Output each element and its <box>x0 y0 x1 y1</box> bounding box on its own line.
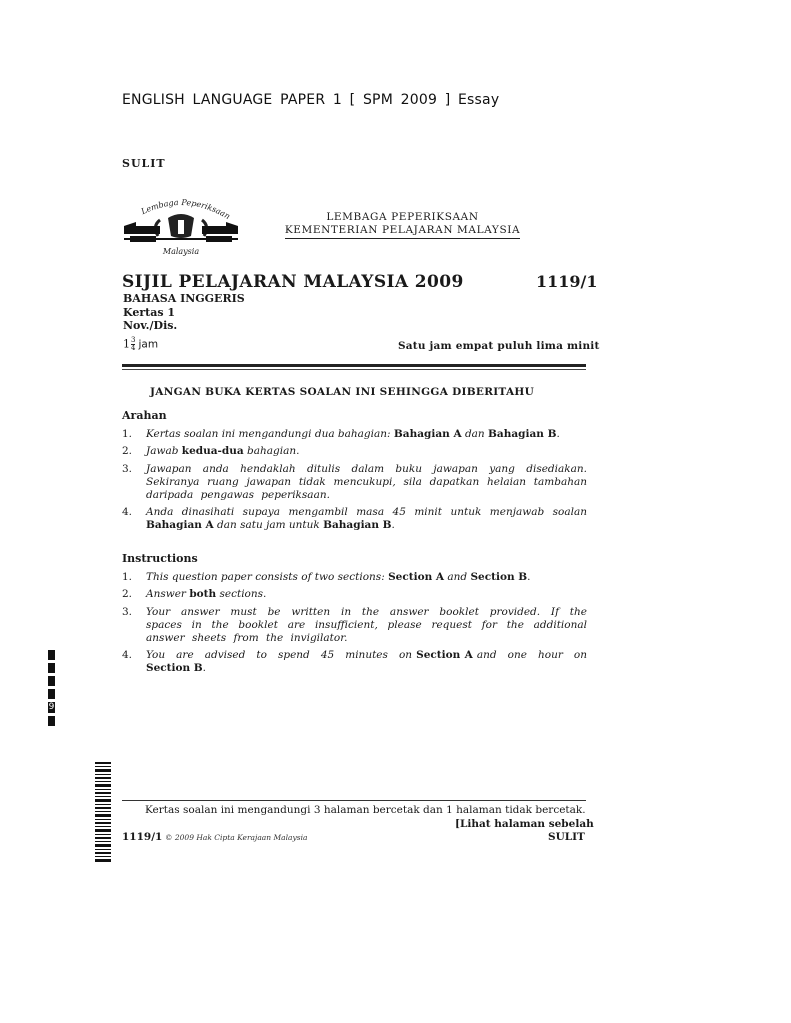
arahan-item-2: 2. Jawab kedua-dua bahagian. <box>122 445 300 457</box>
paper-number: Kertas 1 <box>123 306 175 319</box>
side-digit: 9 <box>48 702 55 712</box>
page-header-title: ENGLISH LANGUAGE PAPER 1 [ SPM 2009 ] Essay <box>122 92 500 108</box>
instructions-item-1: 1. This question paper consists of two sections: Section A and Section B. <box>122 571 531 583</box>
subject: BAHASA INGGERIS <box>123 292 245 305</box>
exam-title: SIJIL PELAJARAN MALAYSIA 2009 <box>122 272 464 292</box>
arahan-item-3: 3. Jawapan anda hendaklah ditulis dalam buku jawapan yang disediakan. Sekiranya ruang jawapan tidak mencukupi, sila dapatkan helaian tambahan daripada pengawas peperiksaan. <box>122 463 587 501</box>
footer-page-count-note: Kertas soalan ini mengandungi 3 halaman bercetak dan 1 halaman tidak bercetak. <box>145 804 586 816</box>
paper-code: 1119/1 <box>536 272 598 291</box>
instructions-item-4: 4. You are advised to spend 45 minutes on Section A and one hour on Section B. <box>122 649 587 674</box>
arahan-item-4: 4. Anda dinasihati supaya mengambil masa 45 minit untuk menjawab soalan Bahagian A dan satu jam untuk Bahagian B. <box>122 506 587 531</box>
duration-numerator: 3 <box>131 336 136 344</box>
arahan-heading: Arahan <box>122 409 167 422</box>
arahan-item-1: 1. Kertas soalan ini mengandungi dua bahagian: Bahagian A dan Bahagian B. <box>122 428 560 440</box>
see-next-page-note: [Lihat halaman sebelah <box>455 818 594 830</box>
duration-whole: 1 <box>123 337 130 351</box>
exam-board-name <box>275 211 530 239</box>
header-rule-thick <box>122 364 586 367</box>
instructions-item-2: 2. Answer both sections. <box>122 588 267 600</box>
logo-bottom-text: Malaysia <box>162 247 200 256</box>
instructions-item-3: 3. Your answer must be written in the answer booklet provided. If the spaces in the booklet are insufficient, please request for the additional answer sheets from the invigilator. <box>122 606 587 644</box>
duration-unit: jam <box>138 338 159 351</box>
board-line-1: LEMBAGA PEPERIKSAAN <box>326 211 479 223</box>
footer-paper-code: 1119/1 <box>122 831 163 843</box>
header-rule-thin <box>122 369 586 370</box>
do-not-open-warning: JANGAN BUKA KERTAS SOALAN INI SEHINGGA DIBERITAHU <box>150 386 535 398</box>
exam-session: Nov./Dis. <box>123 319 178 332</box>
side-edge-marks <box>48 650 56 729</box>
sulit-label-top: SULIT <box>122 157 166 170</box>
examination-board-seal-icon <box>122 196 240 258</box>
logo-arc-text: Lembaga Peperiksaan <box>139 197 232 222</box>
footer-rule <box>122 800 586 801</box>
sulit-label-bottom: SULIT <box>548 831 585 843</box>
instructions-heading: Instructions <box>122 552 198 565</box>
duration-words: Satu jam empat puluh lima minit <box>398 340 600 352</box>
duration-denominator: 4 <box>131 344 136 352</box>
copyright-notice: © 2009 Hak Cipta Kerajaan Malaysia <box>165 833 308 842</box>
barcode-icon <box>95 762 111 862</box>
duration <box>123 337 158 352</box>
board-line-2: KEMENTERIAN PELAJARAN MALAYSIA <box>285 224 520 239</box>
